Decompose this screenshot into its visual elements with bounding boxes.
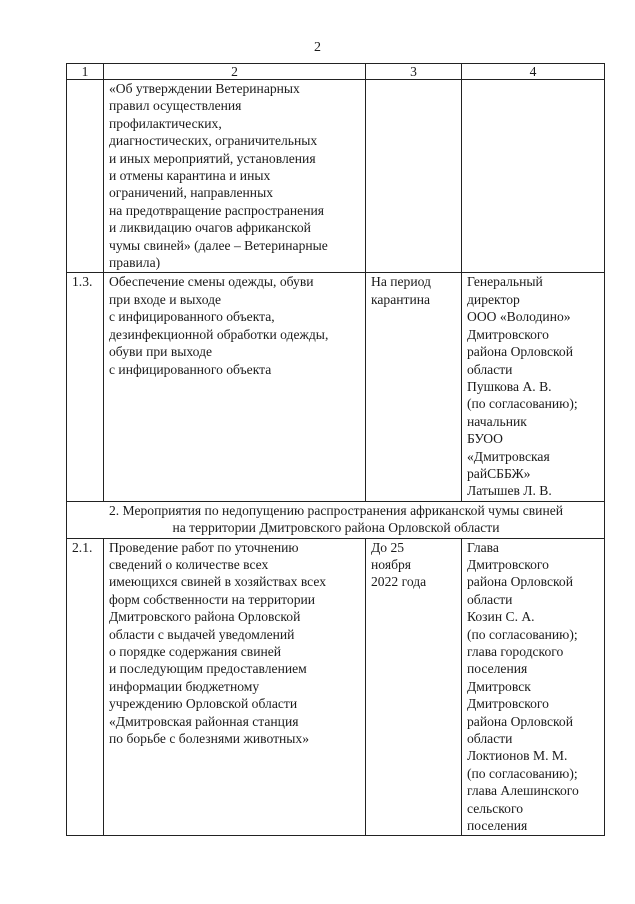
responsible-cell: [462, 538, 605, 836]
text-line: директор: [467, 291, 520, 307]
table-header-row: [67, 64, 605, 80]
text-line: 2022 года: [371, 574, 427, 590]
responsible-cell: [462, 80, 605, 273]
text-line: Локтионов М. М.: [467, 748, 568, 764]
text-line: поселения: [467, 661, 528, 677]
text-line: Пушкова А. В.: [467, 378, 552, 394]
text-line: форм собственности на территории: [109, 591, 316, 607]
text-line: области: [467, 591, 513, 607]
row-number-cell: 1.3.: [67, 273, 104, 501]
text-line: (по согласованию);: [467, 626, 578, 642]
text-line: учреждению Орловской области: [109, 696, 298, 712]
text-line: ограничений, направленных: [109, 185, 274, 201]
header-col-4: 4: [462, 64, 605, 80]
row-number-cell: 2.1.: [67, 538, 104, 836]
text-line: и отмены карантина и иных: [109, 168, 271, 184]
text-line: и иных мероприятий, установления: [109, 150, 316, 166]
text-line: сельского: [467, 800, 523, 816]
text-line: Дмитровского: [467, 696, 549, 712]
text-line: ООО «Володино»: [467, 309, 571, 325]
measure-cell: [104, 80, 366, 273]
text-line: глава Алешинского: [467, 783, 579, 799]
text-line: и последующим предоставлением: [109, 661, 307, 677]
section-heading-row: [67, 501, 605, 538]
text-line: при входе и выходе: [109, 291, 222, 307]
text-line: по борьбе с болезнями животных»: [109, 731, 310, 747]
text-line: области: [467, 731, 513, 747]
text-line: области с выдачей уведомлений: [109, 626, 295, 642]
text-line: (по согласованию);: [467, 396, 578, 412]
text-line: Дмитровского: [467, 556, 549, 572]
text-line: диагностических, ограничительных: [109, 133, 318, 149]
text-line: «Об утверждении Ветеринарных: [109, 81, 300, 96]
text-line: района Орловской: [467, 713, 573, 729]
text-line: с инфицированного объекта,: [109, 309, 275, 325]
text-line: райСББЖ»: [467, 465, 531, 481]
text-line: «Дмитровская районная станция: [109, 713, 299, 729]
text-line: (по согласованию);: [467, 765, 578, 781]
text-line: обуви при выходе: [109, 344, 213, 360]
term-cell: [366, 538, 462, 836]
measures-table: [66, 63, 605, 836]
text-line: На период: [371, 274, 431, 290]
text-line: района Орловской: [467, 344, 573, 360]
text-line: имеющихся свиней в хозяйствах всех: [109, 574, 327, 590]
text-line: Глава: [467, 539, 499, 555]
text-line: района Орловской: [467, 574, 573, 590]
text-line: Козин С. А.: [467, 609, 535, 625]
text-line: карантина: [371, 291, 431, 307]
header-col-3: 3: [366, 64, 462, 80]
term-cell: [366, 80, 462, 273]
text-line: правил осуществления: [109, 98, 242, 114]
text-line: информации бюджетному: [109, 678, 260, 694]
section-heading: [67, 501, 605, 538]
text-line: Обеспечение смены одежды, обуви: [109, 274, 314, 290]
text-line: на предотвращение распространения: [109, 202, 324, 218]
table-row-continuation: [67, 80, 605, 273]
term-cell: [366, 273, 462, 501]
page-number: 2: [314, 40, 321, 55]
header-col-2: 2: [104, 64, 366, 80]
text-line: Генеральный: [467, 274, 543, 290]
text-line: сведений о количестве всех: [109, 556, 269, 572]
text-line: Дмитровского: [467, 326, 549, 342]
row-number-cell: [67, 80, 104, 273]
text-line: и ликвидацию очагов африканской: [109, 220, 311, 236]
text-line: правила): [109, 255, 161, 271]
text-line: о порядке содержания свиней: [109, 644, 282, 659]
header-col-1: 1: [67, 64, 104, 80]
text-line: Дмитровск: [467, 678, 531, 694]
text-line: на территории Дмитровского района Орловской области: [172, 520, 500, 536]
text-line: профилактических,: [109, 115, 222, 131]
measure-cell: [104, 273, 366, 501]
text-line: дезинфекционной обработки одежды,: [109, 326, 329, 342]
text-line: Дмитровского района Орловской: [109, 609, 301, 625]
measure-cell: [104, 538, 366, 836]
text-line: Латышев Л. В.: [467, 483, 552, 499]
table-row-2-1: [67, 538, 605, 836]
table-row-1-3: [67, 273, 605, 501]
text-line: Проведение работ по уточнению: [109, 539, 299, 555]
text-line: До 25: [371, 539, 405, 555]
text-line: начальник: [467, 413, 527, 429]
text-line: «Дмитровская: [467, 448, 550, 464]
text-line: области: [467, 361, 513, 377]
responsible-cell: [462, 273, 605, 501]
text-line: с инфицированного объекта: [109, 361, 272, 377]
text-line: чумы свиней» (далее – Ветеринарные: [109, 237, 328, 253]
text-line: поселения: [467, 818, 528, 834]
text-line: глава городского: [467, 644, 564, 659]
text-line: БУОО: [467, 431, 503, 447]
text-line: 2. Мероприятия по недопущению распространения африканской чумы свиней: [108, 502, 564, 518]
text-line: ноября: [371, 556, 412, 572]
